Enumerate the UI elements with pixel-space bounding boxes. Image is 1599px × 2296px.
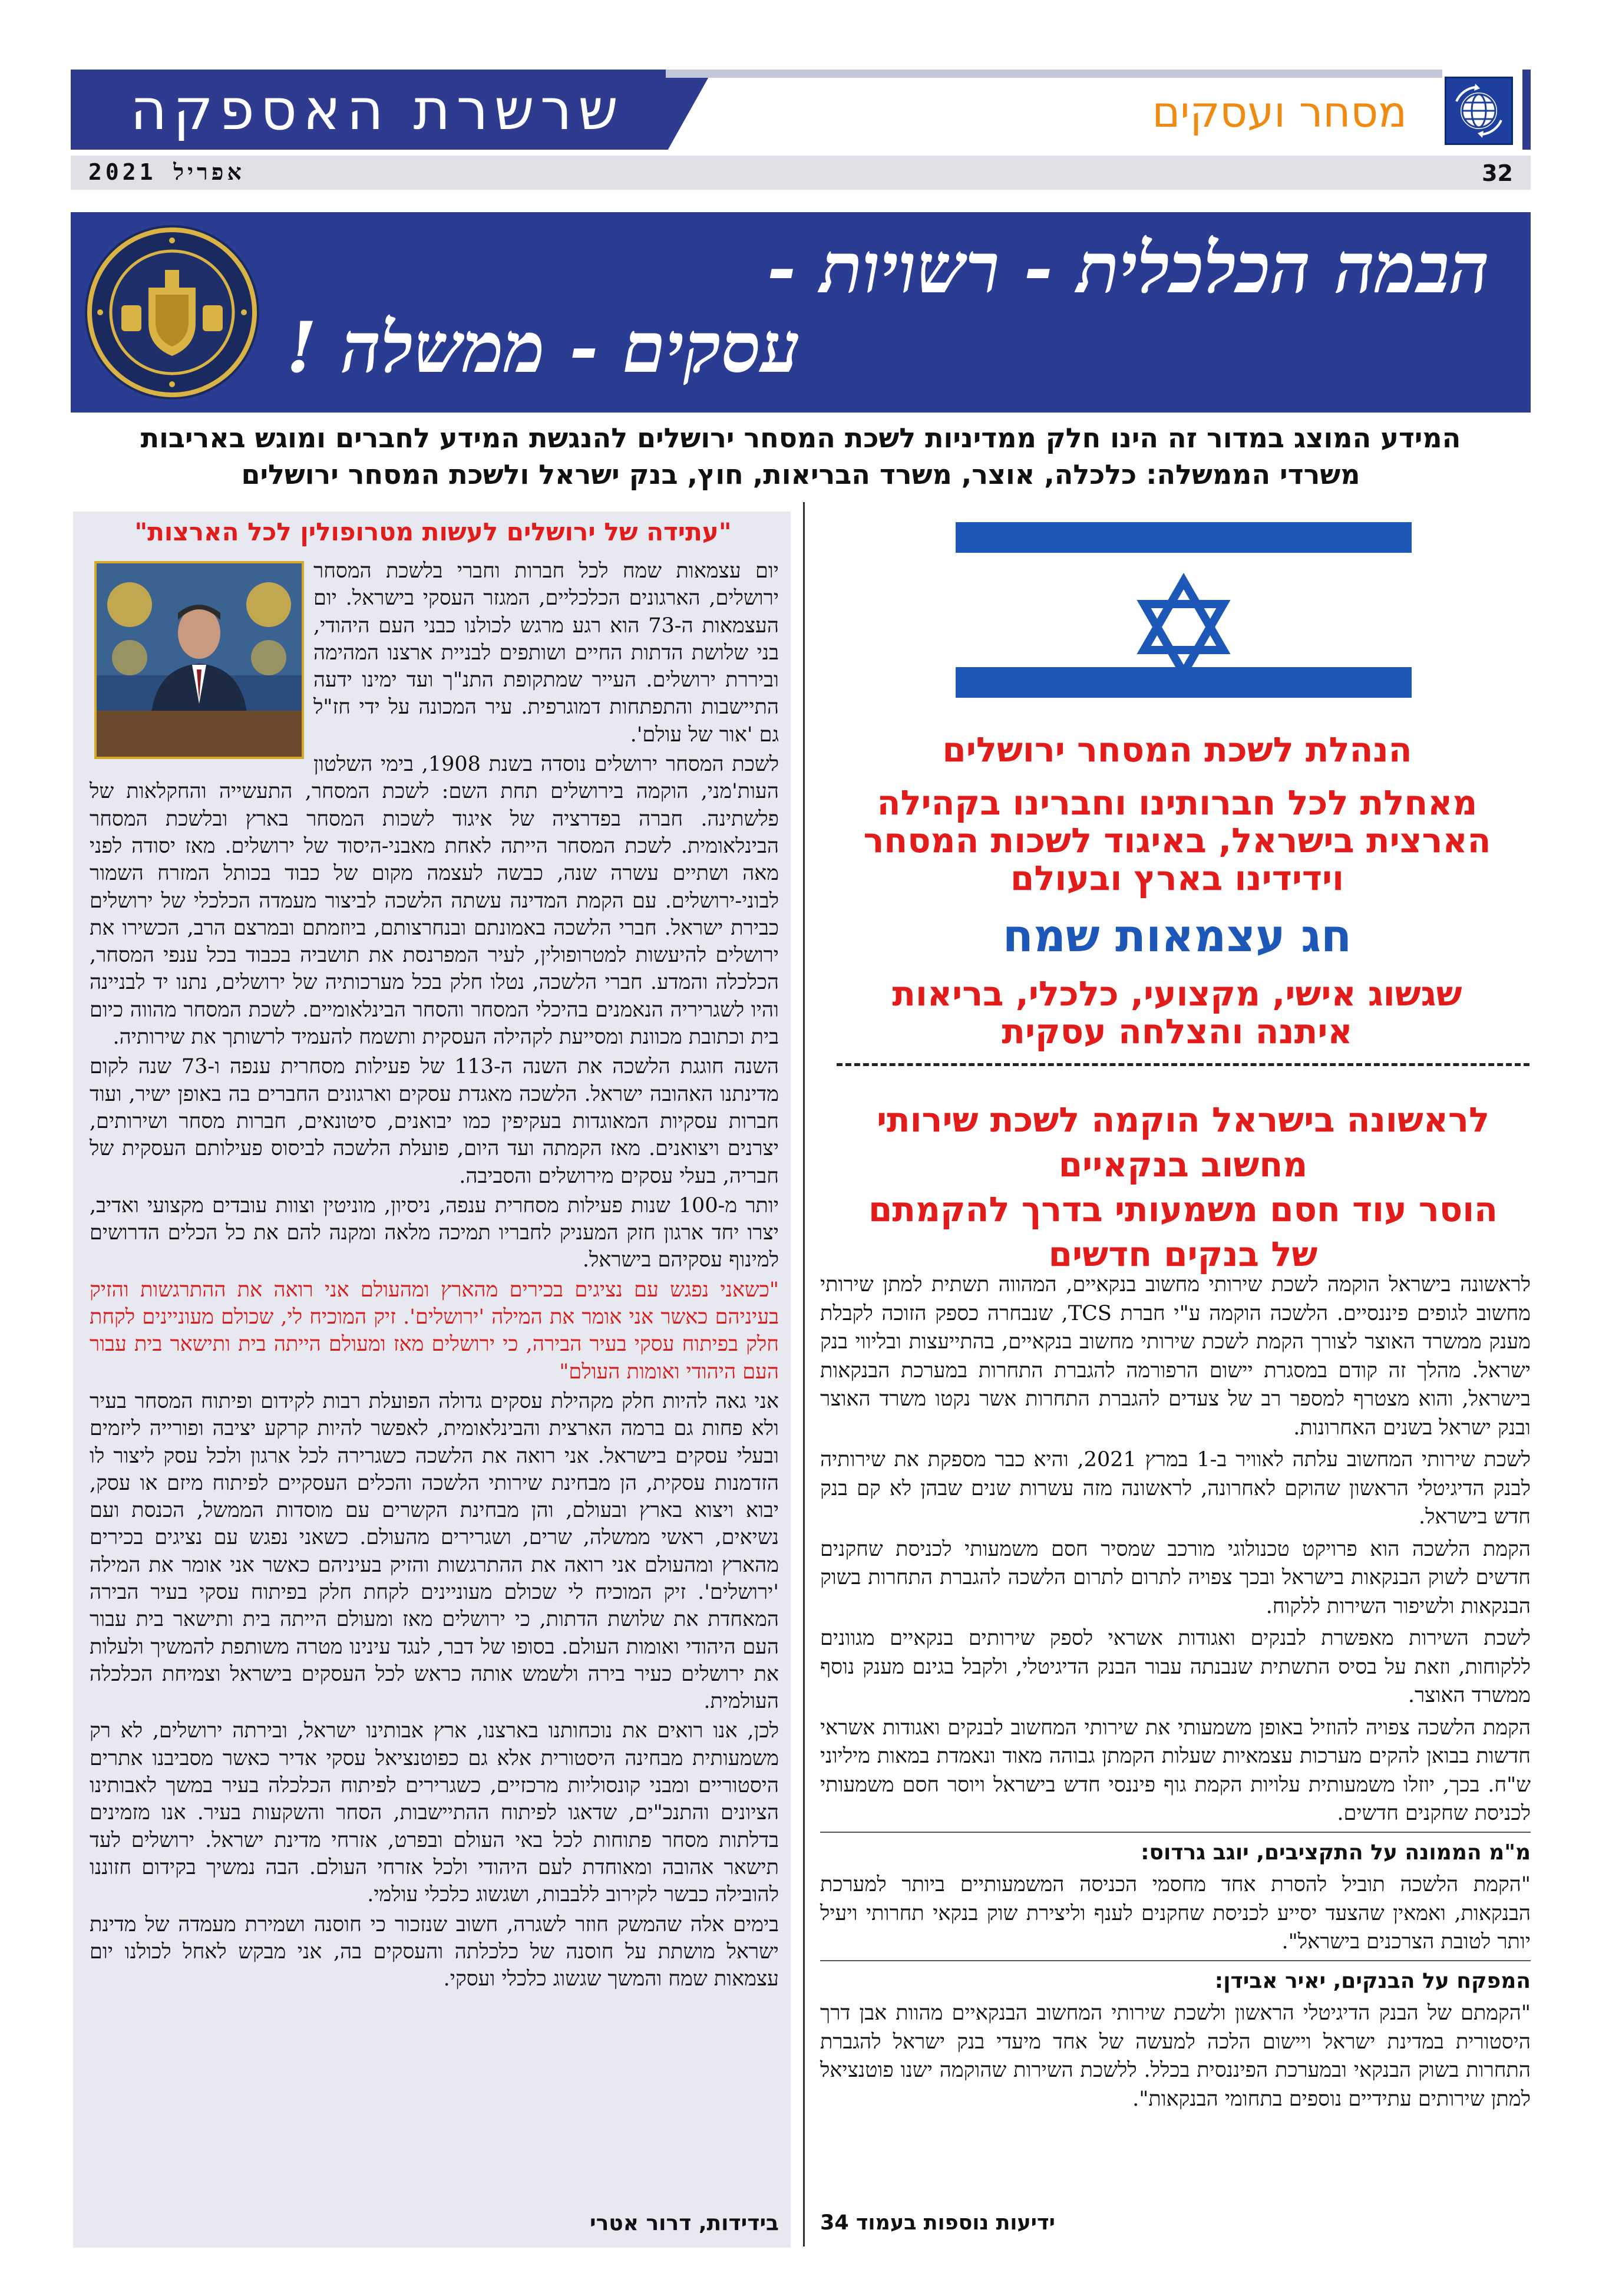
headline-line1: לראשונה בישראל הוקמה לשכת שירותי: [876, 1100, 1490, 1140]
subheading-rule: [820, 1960, 1531, 1961]
greeting-line4: וידידינו בארץ ובעולם: [1010, 858, 1344, 898]
editorial-paragraph: לכן, אנו רואים את נוכחותנו בארצנו, ארץ אבותינו ישראל, ובירתה ירושלים, לא רק משמעותית מבחינה היסטורית אלא גם כפוטנציאל עסקי אדיר כאשר מסביבנו אתרים היסטוריים ומבני קונסוליות מרכזיים, כשגרירים לפיתוח הכלכלה בעיר במשך לאבותינו הציונים והתנכ"ים, שדאגו לפיתוח ההתיישבות, הסחר והשקעות בעיר. אנו מזמינים בדלתות מסחר פתוחות לכל באי העולם ובפרט, אזרחי מדינת ישראל. ירושלים לעד תישאר אהובה ומאוחדת לעם היהודי ולכל אזרחי העולם. הבה נמשיך בקידום חזוננו להובילה כבשר לקירוב ללבבות, ושגשוג כלכלי עולמי.: [90, 1719, 779, 1907]
greeting-holiday: חג עצמאות שמח: [1002, 909, 1352, 962]
news-paragraph: לראשונה בישראל הוקמה לשכת שירותי מחשוב בנקאיים, המהווה תשתית למתן שירותי מחשוב לגופים פיננסיים. הלשכה הוקמה ע"י חברת TCS, שנבחרה כספק הזוכה לקבלת מענק ממשרד האוצר לצורך הקמת לשכת שירותי מחשוב בנקאיים, בהתייעצות ובליווי בנק ישראל. מהלך זה קודם במסגרת יישום הרפורמה להגברת התחרות במערכת הבנקאות בישראל, והוא מצטרף למספר רב של צעדים להגברת התחרות אשר נקטו משרד האוצר ובנק ישראל בשנים האחרונות.: [820, 1273, 1531, 1440]
page-number: 32: [1482, 160, 1513, 186]
news-paragraph: הקמת הלשכה צפויה להוזיל באופן משמעותי את שירותי המחשוב לבנקים ואגודות אשראי חדשות בבואן להקים מערכות עצמאיות שעלות הקמתן גבוהה מאוד ונאמדת במאות מיליוני ש"ח. בכך, יוזלו משמעותית עלויות הקמת גוף פיננסי חדש בישראל ויוסר חסם משמעותי לכניסת שחקנים חדשים.: [820, 1716, 1531, 1825]
quote-attribution-banks: המפקח על הבנקים, יאיר אבידן:: [1214, 1968, 1531, 1993]
news-body: [820, 1271, 1531, 2117]
globe-arrows-icon: [1445, 77, 1513, 145]
quote-attribution-budget: מ"מ הממונה על התקציבים, יוגב גרדוס:: [1141, 1840, 1531, 1865]
greeting-line3: הארצית בישראל, באיגוד לשכות המסחר: [863, 820, 1491, 860]
news-paragraph: לשכת השירות מאפשרת לבנקים ואגודות אשראי לספק שירותים בנקאיים מגוונים ללקוחות, וזאת על בסיס התשתית שנבנתה עבור הבנק הדיגיטלי, ולקבל בגינם מענק נוסף ממשרד האוצר.: [820, 1627, 1531, 1707]
editorial-paragraph: לשכת המסחר ירושלים נוסדה בשנת 1908, בימי השלטון העות'מני, הוקמה בירושלים תחת השם: לשכת המסחר, התעשייה והחקלאות של פלשתינה. חברה בפדרציה של איגוד לשכות המסחר בארץ ובלשכת המסחר הבינלאומית. לשכת המסחר הייתה לאחת מאבני-היסוד של ירושלים. מאז יסודה לפני מאה ושתיים עשרה שנה, כבשה לעצמה מקום של כבוד בכותל המזרח השמור לבוני-ירושלים. עם הקמת המדינה עשתה הלשכה לביצור מעמדה הכלכלי של ירושלים כבירת ישראל. חברי הלשכה באמונתם ובנחרצותם, ביוזמתם ובמרצם הרב, הכשירו את ירושלים להיעשות למטרופולין, לעיר המפרנסת את תושביה בכבוד בכל ענפי המסחר, הכלכלה והמדע. חברי הלשכה, נטלו חלק בכל מערכותיה של ירושלים, נתנו יד לבניינה והיו לשגריריה הנאמנים בהיכלי המסחר והסחר הבינלאומיים. לשכת המסחר מהווה כיום בית וכתובת מכוונת ומסייעת לקהילה העסקית ותשמח להעמיד לרשותך את שירותיה.: [90, 753, 779, 1050]
headline-line3: הוסר עוד חסם משמעותי בדרך להקמתם: [868, 1189, 1498, 1229]
chamber-seal-logo: [82, 223, 262, 402]
editorial-body: [90, 557, 779, 1995]
banner-title-line2: עסקים - ממשלה !: [286, 306, 800, 388]
holiday-greeting: [825, 724, 1529, 1050]
headline-line2: מחשוב בנקאיים: [1058, 1144, 1308, 1185]
banner-title-line1: הבמה הכלכלית - רשויות -: [767, 227, 1489, 309]
magazine-title: שרשרת האספקה: [130, 77, 624, 143]
news-headline: [837, 1097, 1529, 1276]
article-banner: [71, 212, 1531, 413]
greeting-wish2: איתנה והצלחה עסקית: [1002, 1011, 1353, 1051]
column-divider: [803, 502, 805, 2246]
editorial-paragraph: בימים אלה שהמשק חוזר לשגרה, חשוב שנזכור כי חוסנה ושמירת מעמדה של מדינת ישראל מושתת על חוסנה של כלכלתה והעסקים בה, אני מבקש לאחל לכולנו יום עצמאות שמח והמשך שגשוג כלכלי ועסקי.: [90, 1912, 779, 1991]
editorial-paragraph: השנה חוגגת הלשכה את השנה ה-113 של פעילות מסחרית ענפה ו-73 שנה לקום מדינתנו האהובה ישראל. הלשכה מאגדת עסקים וארגונים החברים בה באופן ישיר, ועוד חברות עסקיות המאוגדות בעקיפין כמו יבואנים, סיטונאים, חברות מסחר ושירותים, יצרנים ויצואנים. מאז הקמתה ועד היום, פועלת הלשכה לביסוס פעילותם העסקית של חבריה, בעלי עסקים מירושלים והסביבה.: [90, 1055, 779, 1188]
editorial-paragraph: אני גאה להיות חלק מקהילת עסקים גדולה הפועלת רבות לקידום ופיתוח המסחר בעיר ולא פחות גם ברמה הארצית והבינלאומית, לאפשר להיות קרקע יציבה ופורייה ליזמים ובעלי עסקים בישראל. אני רואה את הלשכה כשגרירה לכל ארגון ולכל עסק ליצור לו הזדמנות עסקית, הן מבחינת שירותי הלשכה והכלים העסקיים לפיתוח מיזם או עסק, יבוא ויצוא בארץ ובעולם, והן מבחינת הקשרים עם מוסדות הממשל, הכנסת ועם נשיאים, ראשי ממשלה, שרים, ושגרירים מהעולם. כשאני נפגש עם נציגים בכירים מהארץ ומהעולם אני רואה את ההתרגשות והזיק בעיניהם כאשר אני אומר את המילה 'ירושלים'. זיק המוכיח לי שכולם מעוניינים לקחת חלק בפיתוח עסקי בעיר הבירה המאחדת את שלושת הדתות, כי ירושלים מאז ומעולם הייתה בית ותישאר בית עבור העם היהודי ואומות העולם. בסופו של דבר, לנגד עינינו מטרה משותפת להמשיך ולעלות את ירושלים כעיר בירה ולשמש אותה כראש לכל העסקים בישראל וצמיחת הכלכלה העולמית.: [90, 1389, 779, 1714]
editorial-title: "עתידה של ירושלים לעשות מטרופולין לכל הארצות": [134, 517, 732, 546]
intro-line2: משרדי הממשלה: כלכלה, אוצר, משרד הבריאות, חוץ, בנק ישראל ולשכת המסחר ירושלים: [241, 458, 1360, 490]
headline-line4: של בנקים חדשים: [1048, 1234, 1318, 1274]
quote-budget: "הקמת הלשכה תוביל להסרת אחד מחסמי הכניסה המשמעותיים ביותר למערכת הבנקאות, ואמאין שהצעד יסייע לכניסת שחקנים לענף וליצירת שוק בנקאי תחרותי ויעיל יותר לטובת הצרכנים בישראל".: [820, 1873, 1531, 1954]
issue-info-bar: [71, 156, 1531, 190]
greeting-line1: הנהלת לשכת המסחר ירושלים: [942, 730, 1412, 770]
news-paragraph: לשכת שירותי המחשוב עלתה לאוויר ב-1 במרץ 2021, והיא כבר מספקת את שירותיה לבנק הדיגיטלי הראשון שהוקם לאחרונה, לראשונה מזה עשרות שנים שבהן לא קם בנק חדש בישראל.: [820, 1448, 1531, 1529]
section-title: מסחר ועסקים: [1152, 87, 1407, 137]
page-header: [71, 70, 1531, 150]
issue-date: אפריל 2021: [88, 159, 245, 185]
greeting-wish1: שגשוג אישי, מקצועי, כלכלי, בריאות: [892, 974, 1462, 1014]
editorial-highlight-quote: "כשאני נפגש עם נציגים בכירים מהארץ ומהעולם אני רואה את ההתרגשות והזיק בעיניהם כאשר אני אומר את המילה 'ירושלים'. זיק המוכיח לי, שכולם מעוניינים לקחת חלק בפיתוח עסקי בעיר הבירה, כי ירושלים מאז ומעולם הייתה בית ותישאר בית עבור העם היהודי ואומות העולם": [90, 1278, 779, 1384]
news-paragraph: הקמת הלשכה הוא פרויקט טכנולוגי מורכב שמסיר חסם משמעותי לכניסת שחקנים חדשים לשוק הבנקאות בישראל ובכך צפויה לתרום לתרום הלשכה להגברת התחרות בשוק הבנקאות ולשיפור השירות ללקוח.: [820, 1537, 1531, 1618]
editorial-paragraph: יותר מ-100 שנות פעילות מסחרית ענפה, ניסיון, מוניטין וצוות עובדים מקצועי ואדיב, יצרו יחד ארגון חזק המעניק לחבריו תמיכה מלאה ומקנה להם את כל הכלים הדרושים למינוף עסקיהם בישראל.: [90, 1193, 779, 1272]
header-divider-line: [666, 70, 1442, 78]
greeting-line2: מאחלת לכל חברותינו וחברינו בקהילה: [877, 783, 1478, 823]
dashed-separator: [837, 1063, 1529, 1066]
intro-line1: המידע המוצג במדור זה הינו חלק ממדיניות לשכת המסחר ירושלים להנגשת המידע לחברים ומוגש באריבות: [140, 422, 1461, 454]
editorial-signature: בידידות, דרור אטרי: [590, 2211, 779, 2235]
subheading-rule: [820, 1832, 1531, 1833]
photo-spacer: [90, 557, 313, 771]
quote-banks: "הקמתם של הבנק הדיגיטלי הראשון ולשכת שירותי המחשוב הבנקאיים מהוות אבן דרך היסטורית במדינת ישראל ויישום הלכה למעשה של אחד מיעדי בנק ישראל להגברת התחרות בשוק הבנקאי ובמערכת הפיננסית בכלל. ללשכת השירות שהוקמה ישנו פוטנציאל למתן שירותים עתידיים נוספים בתחומי הבנקאות".: [820, 2001, 1531, 2111]
header-side-stripe: [1522, 70, 1531, 150]
more-news-link[interactable]: ידיעות נוספות בעמוד 34: [820, 2211, 1055, 2235]
editorial-paragraph: יום עצמאות שמח לכל חברות וחברי בלשכת המסחר ירושלים, הארגונים הכלכליים, המגזר העסקי בישראל. יום העצמאות ה-73 הוא רגע מרגש לכולנו כבני העם היהודי, בני שלושת הדתות החיים ושותפים לבניית ארצנו המהימה וביררת ירושלים. העייר שמתקופת התנ"ך ועד ימינו ידעה התיישבות והתפתחות דמוגרפית. עיר המכונה על ידי חז"ל גם 'אור של עולם'.: [313, 559, 779, 747]
intro-text: [71, 420, 1531, 493]
